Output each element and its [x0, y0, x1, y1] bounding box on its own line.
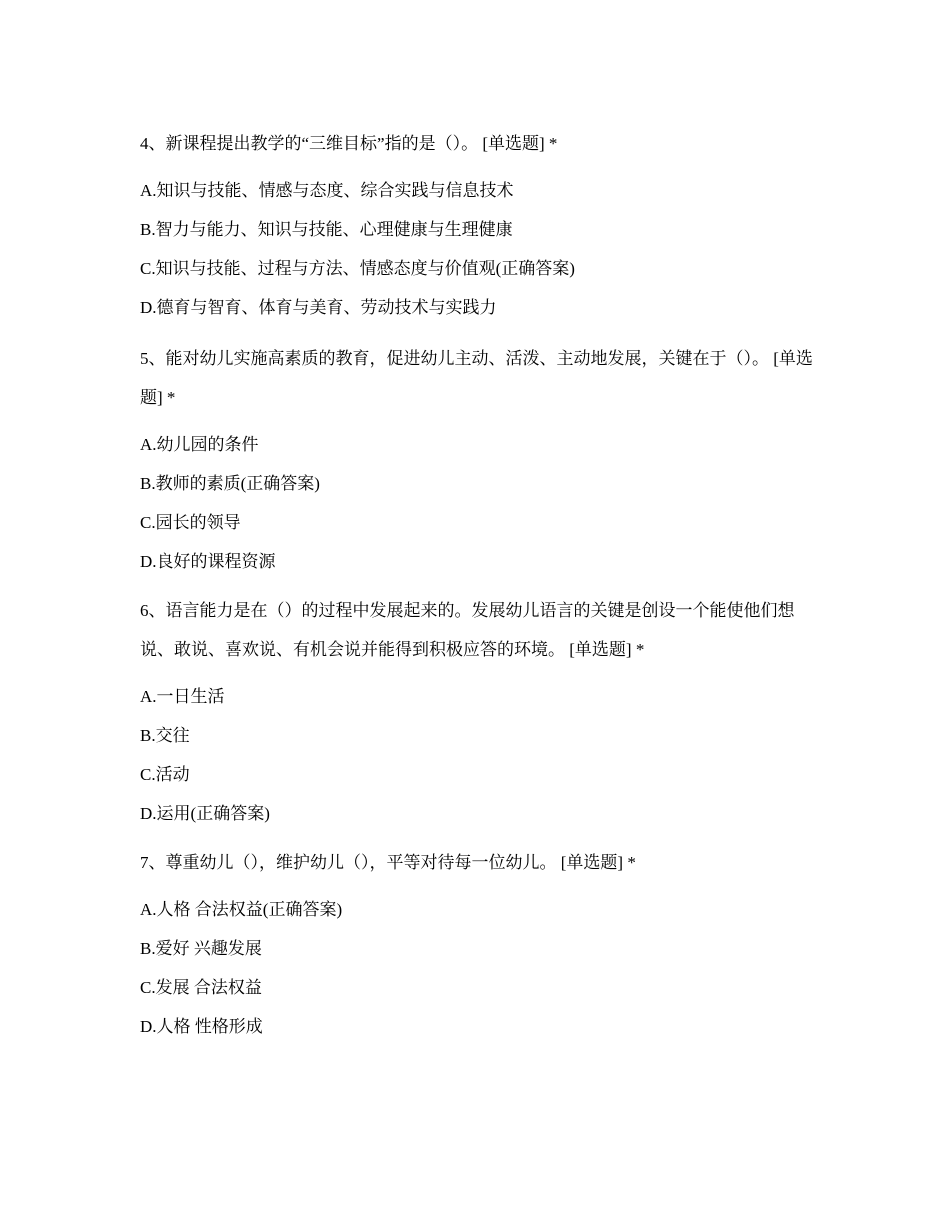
question-text: 7、尊重幼儿（），维护幼儿（），平等对待每一位幼儿。 [单选题] * [140, 853, 636, 872]
option-c: C.发展 合法权益 [140, 978, 262, 997]
option-a: A.幼儿园的条件 [140, 435, 259, 454]
option-d: D.良好的课程资源 [140, 552, 276, 571]
option-b: B.智力与能力、知识与技能、心理健康与生理健康 [140, 220, 513, 239]
question-4 [140, 124, 820, 327]
option-c: C.知识与技能、过程与方法、情感态度与价值观(正确答案) [140, 259, 575, 278]
option-b: B.爱好 兴趣发展 [140, 939, 262, 958]
option-d: D.德育与智育、体育与美育、劳动技术与实践力 [140, 298, 497, 317]
option-a: A.一日生活 [140, 687, 225, 706]
option-c: C.活动 [140, 765, 190, 784]
question-6 [140, 591, 820, 833]
option-b: B.教师的素质(正确答案) [140, 474, 320, 493]
question-text: 6、语言能力是在（）的过程中发展起来的。发展幼儿语言的关键是创设一个能使他们想说、敢说、喜欢说、有机会说并能得到积极应答的环境。 [单选题] * [140, 601, 795, 659]
option-d: D.运用(正确答案) [140, 804, 270, 823]
question-text: 4、新课程提出教学的“三维目标”指的是（）。 [单选题] * [140, 134, 558, 153]
option-d: D.人格 性格形成 [140, 1017, 263, 1036]
question-text: 5、能对幼儿实施高素质的教育，促进幼儿主动、活泼、主动地发展，关键在于（）。 [单选题] * [140, 349, 813, 407]
option-a: A.知识与技能、情感与态度、综合实践与信息技术 [140, 181, 514, 200]
option-c: C.园长的领导 [140, 513, 241, 532]
question-5 [140, 339, 820, 581]
option-a: A.人格 合法权益(正确答案) [140, 900, 343, 919]
question-7 [140, 843, 820, 1046]
option-b: B.交往 [140, 726, 190, 745]
